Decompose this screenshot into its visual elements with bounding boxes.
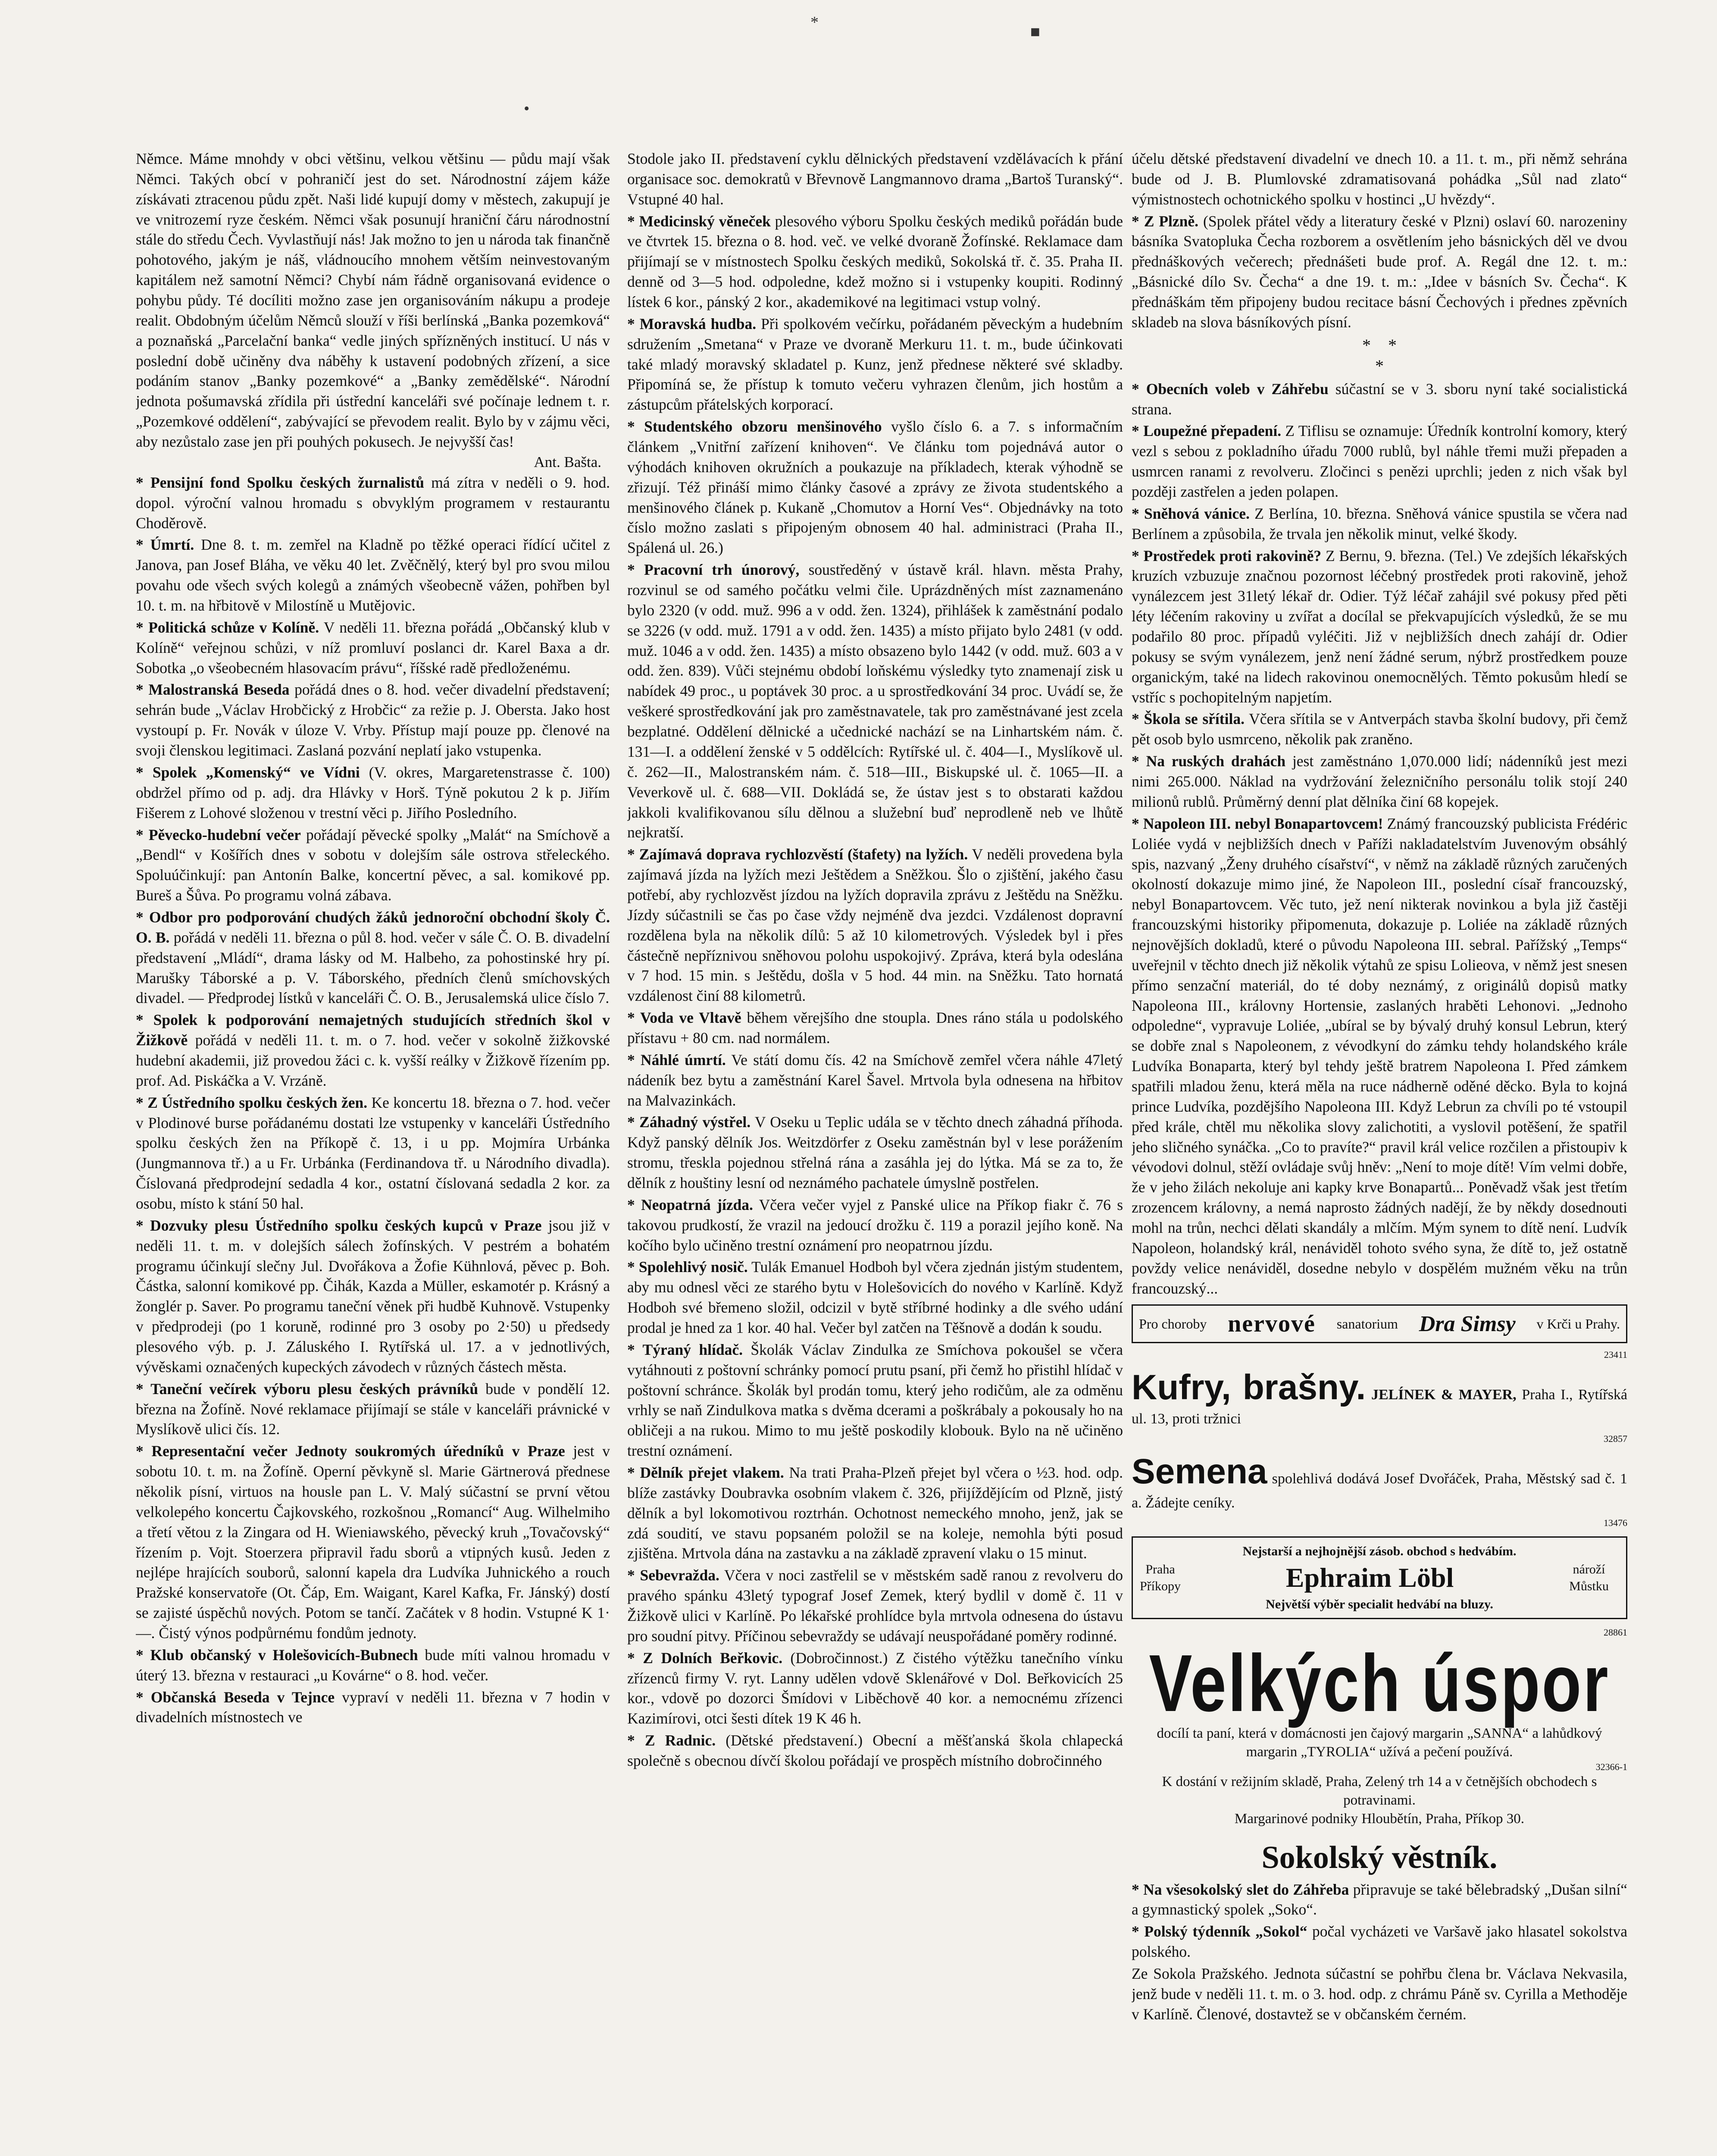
col2-notice-8	[627, 1112, 1123, 1193]
notice-heading: Dozvuky plesu Ústředního spolku českých kupců v Praze	[150, 1216, 542, 1234]
ad-lobl	[1132, 1536, 1627, 1619]
bullet-star: *	[136, 1380, 151, 1398]
notice-text: Při spolkovém večírku, pořádaném pěveckým a hudebním sdružením „Smetana“ v Praze ve dvoraně Merkuru 11. t. m., bude účinkovati také mladý moravský skladatel p. Kunz, jenž přednese některé své skladby. Připomíná se, že přístup k tomuto večeru vyhrazen členům, jich hostům a zástupcům přátelských korporací.	[627, 315, 1123, 414]
ad-margarin-where: K dostání v režijním skladě, Praha, Zelený trh 14 a v četnějších obchodech s potravinami.	[1162, 1774, 1597, 1808]
col2-notice-4	[627, 560, 1123, 843]
bullet-star: *	[136, 536, 150, 554]
col1-notice-13	[136, 1687, 610, 1728]
bullet-star: *	[627, 1567, 640, 1584]
notice-text: pořádá v neděli 11. t. m. o 7. hod. večer v sokolně žižkovské hudební akademii, již provedou žáci c. k. vyšší reálky v Žižkově řízením pp. prof. Ad. Piskáčka a V. Vrzáně.	[136, 1031, 610, 1089]
bullet-star: *	[627, 1113, 640, 1131]
notice-text: Včera večer vyjel z Panské ulice na Příkop fiakr č. 76 s takovou prudkostí, že vrazil na jedoucí drožku č. 119 a porazil jejího koně. Na kočího bylo učiněno trestní oznámení pro neopatrnou jízdu.	[627, 1196, 1123, 1254]
col1-notice-4	[136, 762, 610, 823]
margin-mark-b: ■	[1030, 23, 1040, 41]
ad-lobl-number: 28861	[1604, 1626, 1627, 1638]
bullet-star: *	[1132, 1923, 1145, 1940]
ad-semena-text: spolehlivá dodává Josef Dvořáček, Praha, Městský sad č. 1 a. Žádejte ceníky.	[1132, 1471, 1627, 1511]
bullet-star: *	[1132, 380, 1146, 398]
notice-text: Známý francouzský publicista Frédéric Loliée vydá v nejbližších dnech v Paříži nakladatelstvím Juvenovým obsáhlý spis, nazvaný „Ženy druhého císařství“, v němž na základě různých zaručených okolností dokazuje mimo jiné, že Napoleon III., poslední císař francouzský, nebyl Bonapartovcem. Věc tuto, jež není nikterak novinkou a byla již častěji francouzskými historiky připomenuta, dokazuje p. Loliée na základě různých nejnovějších dokladů, které o původu Napoleona III. sebral. Pařížský „Temps“ uveřejnil v těchto dnech již několik výtahů ze spisu Lolieova, v němž jest snesen přímo senzační materiál, do té doby neznámý, z originálů dopisů matky Napoleona III., královny Hortensie, zaslaných hraběti Lehonovi. „Jednoho odpoledne“, vypravuje Loliée, „ubíral se by bývalý druhý konsul Lebrun, který se dobře znal s Napoleonem, z vévodkyní do zámku tehdy holandského krále Ludvíka Bonaparta, který byl tehdy ještě bratrem Napoleona I. Před zámkem spatřili mladou ženu, která měla na ruce nádherně oděné děcko. Byla to kojná prince Ludvíka, pozdějšího Napoleona III. Když Lebrun za chvíli po té vstoupil před krále, chtěl mu několika slovy zalichotiti, a vyslovil potěšení, že spatřil jeho sličného synáčka. „Co to pravíte?“ pravil král velice rozčilen a přistoupiv k vévodovi dolnul, stěží ovládaje svůj hněv: „Není to moje dítě! Vím velmi dobře, že v jeho žilách nekoluje ani kapky krve Bonapartů... Poněvadž však jest třetím zrozencem královny, a nemá naprosto žádných nadějí, že by někdy dosednouti mohl na trůn, nechci dělati skandály a mlčím. Mým synem to dítě není. Ludvík Napoleon, holandský král, nenáviděl tohoto svého syna, že dítě to, jež ostatně povždy velice nenáviděl, dosedne nebylo v dospělém mužném věku na trůn francouzský...	[1132, 815, 1627, 1297]
notice-heading: Pensijní fond Spolku českých žurnalistů	[150, 473, 425, 491]
notice-text: Školák Václav Zindulka ze Smíchova pokoušel se včera vytáhnouti z poštovní schránky pomocí prutu psaní, při čemž ho přistihl hlídač v poštovní schránce. Školák byl prodán tomu, který jeho rodičům, ale za odměnu vrhly se naň Zindulkova matka s dvěma dcerami a poškrábaly a pokousaly ho na obličeji a na rukou. Mimo to mu ještě poskodily klobouk. Bylo na ně učiněno trestní oznámení.	[627, 1341, 1123, 1460]
notice-text: (Dětské představení.) Obecní a měšťanská škola chlapecká společně s obecnou dívčí školou pořádají ve prospěch místního dobročinného	[627, 1732, 1123, 1770]
notice-heading: Záhadný výstřel.	[639, 1113, 751, 1131]
notice-text: V neděli 11. března pořádá „Občanský klub v Kolíně“ veřejnou schůzi, v níž promluví poslanci dr. Karel Baxa a dr. Sobotka „o všeobecném hlasovacím právu“, říšské radě předloženému.	[136, 618, 610, 677]
notice-heading: Obecních voleb v Záhřebu	[1146, 380, 1329, 398]
notice-text: Z Berlína, 10. března. Sněhová vánice spustila se včera nad Berlínem a způsobila, že trvala jen několik minut, velké škody.	[1132, 505, 1627, 542]
bullet-star: *	[627, 1009, 640, 1027]
ad-kufry-name: Kufry, brašny.	[1132, 1368, 1366, 1407]
bullet-star: *	[136, 1216, 150, 1234]
col3-foreign-notice-3	[1132, 546, 1627, 708]
col2-notice-0	[627, 149, 1123, 210]
notice-heading: Z Plzně.	[1144, 212, 1199, 230]
notice-heading: Studentského obzoru menšinového	[644, 418, 882, 436]
col1-notice-5	[136, 825, 610, 906]
notice-text: počal vycházeti ve Varšavě jako hlasatel sokolstva polského.	[1132, 1923, 1627, 1961]
bullet-star: *	[627, 846, 639, 863]
notice-heading: Taneční večírek výboru plesu českých právníků	[150, 1380, 479, 1398]
notice-text: soustředěný v ústavě král. hlavn. města Prahy, rozvinul se od samého počátku velmi čile. Uprázdněných míst zaznamenáno bylo 2320 (v odd. muž. 996 a v odd. žen. 1324), přihlášek k zaměstnání podalo se 3226 (v odd. muž. 1791 a v odd. žen. 1435) a místo přijato bylo 2481 (v odd. muž. 1046 a v odd. žen. 1435) a místo obsazeno bylo 1442 (v odd. muž. 603 a v odd. žen. 839). Vůči stejnému období loňskému výsledky tyto znamenají zisk u nabídek 49 proc., u poptávek 30 proc. a u sprostředkování 34 proc. Uvádí se, že veškeré sprostředkování jak pro zaměstnavatele, tak pro zaměstnávané jest zcela bezplatné. Oddělení dělnické a učednické nachází se na Linhartském nám. č. 131—I. a oddělení ženské v 5 oddělcích: Rytířské ul. č. 404—I., Myslíkově ul. č. 262—II., Malostranském nám. č. 518—III., Biskupské ul. č. 1065—II. a Veverkově ul. č. 688—VII. Dokládá se, že ústav jest s to obstarati každou jakkoli kvalifikovanou sílu dělnou a služební buď neprodleně neb ve lhůtě nejkratší.	[627, 561, 1123, 841]
bullet-star: *	[136, 1442, 152, 1460]
ad-sanatorium-left: Pro choroby	[1139, 1316, 1207, 1332]
notice-text: V neděli provedena byla zajímavá jízda na lyžích mezi Ještědem a Sněžkou. Šlo o zjištění, jakého času potřebí, aby rychlozvěst jízdou na lyžích dopravila zprávu z Ještědu na Sněžku. Jízdy súčastnili se čas po čase vždy nejméně dva jezdci. Vzdálenost dopravní rozdělena byla na několik dílů: 5 až 10 kilometrových. Výsledek byl i přes částečně nepříznivou sněhovou polohu uspokojivý. Zpráva, která byla odeslána v 7 hod. 15 min. s Ještědu, došla v 5 hod. 44 min. na Sněžku. Tato hornatá vzdálenost činí 88 kilometrů.	[627, 846, 1123, 1005]
col2-notice-2	[627, 314, 1123, 415]
notice-heading: Moravská hudba.	[639, 315, 757, 332]
column-1	[136, 149, 610, 2156]
col2-notice-13	[627, 1565, 1123, 1646]
ad-sanatorium-big: nervové	[1228, 1310, 1316, 1338]
notice-text: plesového výboru Spolku českých mediků pořádán bude ve čtvrtek 15. března o 8. hod. več. ve velké dvoraně Žofínské. Reklamace dam přijímají se v místnostech Spolku českých mediků, Sokolská tř. č. 35. Praha II. denně od 3—5 hod. odpoledne, kdež možno si i vstupenky koupiti. Rodinný lístek 6 kor., pánský 2 kor., akademikové na legitimaci vstup volný.	[627, 212, 1123, 311]
bullet-star: *	[136, 826, 149, 843]
notice-text: V Oseku u Teplic udála se v těchto dnech záhadná příhoda. Když panský dělník Jos. Weitzdörfer z Oseku zaměstnán byl v lese porážením stromu, třeskla pojednou střelná rána a zasáhla jej do lýtka. Má se za to, že dělník z houštiny lesní od neznámého pachatele úmyslně postřelen.	[627, 1113, 1123, 1191]
column-3-notices	[1132, 149, 1627, 332]
bullet-star: *	[1132, 710, 1144, 728]
bullet-star: *	[627, 1051, 641, 1069]
notice-text: (V. okres, Margaretenstrasse č. 100) obdržel přímo od p. adj. dra Hlávky v Horš. Týně pokutou 2 k p. Jiřím Fišerem z Lohové složenou v trestní věci p. Jiřího Posledního.	[136, 763, 610, 821]
ad-semena	[1132, 1450, 1627, 1512]
bullet-star: *	[136, 1011, 153, 1029]
bullet-star: *	[627, 212, 639, 230]
notice-heading: Spolehlivý nosič.	[638, 1258, 748, 1276]
bullet-star: *	[627, 1196, 641, 1213]
sokol-section-title: Sokolský věstník.	[1261, 1839, 1498, 1875]
notice-heading: Representační večer Jednoty soukromých úředníků v Praze	[151, 1442, 565, 1460]
bullet-star: *	[627, 418, 644, 436]
col3-foreign-notice-5	[1132, 751, 1627, 812]
bullet-star: *	[627, 1341, 643, 1358]
col3-foreign-notice-0	[1132, 379, 1627, 420]
notice-text: vypraví v neděli 11. března v 7 hodin v divadelních místnostech ve	[136, 1688, 610, 1726]
notice-heading: Na ruských drahách	[1146, 752, 1286, 770]
ad-semena-number: 13476	[1604, 1517, 1627, 1529]
notice-heading: Dělník přejet vlakem.	[640, 1464, 784, 1481]
ad-lobl-bottom: Největší výběr specialit hedvábí na bluzy.	[1266, 1597, 1493, 1611]
ad-sanatorium-mid: sanatorium	[1336, 1316, 1398, 1332]
col2-notice-10	[627, 1257, 1123, 1338]
col2-notice-15	[627, 1730, 1123, 1771]
bullet-star: *	[1132, 752, 1146, 770]
ad-kufry	[1132, 1366, 1627, 1428]
col3-notice-1	[1132, 211, 1627, 332]
notice-text: jest v sobotu 10. t. m. na Žofíně. Operní pěvkyně sl. Marie Gärtnerová přednese několik písní, virtuos na housle pan L. V. Malý súčastní se první větou velkolepého koncertu Čajkovského, rozkošnou „Romancí“ Aug. Wilhelmiho a třetí větou z la Zingara od H. Wieniawského, pěvecký kruh „Tovačovský“ řízením p. Vojt. Stoerzera připravil řadu sborů a vtipných kusů. Jeden z nejlépe hrajících souborů, salonní kapela dra Ludvíka Juhnického a rouch Pražské konservatoře (Ot. Čáp, Em. Waigant, Karel Kafka, Fr. Jánský) dostí se zajisté úspěchů nových. Potom se tančí. Začátek v 8 hodin. Vstupné K 1·—. Čistý výnos podpůrnému fondům jednoty.	[136, 1442, 610, 1642]
col3-foreign-notice-4	[1132, 709, 1627, 749]
bullet-star: *	[627, 1649, 643, 1667]
notice-heading: Polský týdenník „Sokol“	[1144, 1923, 1307, 1940]
bullet-star: *	[136, 681, 149, 699]
notice-heading: Sebevražda.	[640, 1567, 719, 1584]
col1-notice-12	[136, 1645, 610, 1686]
ad-lobl-top: Nejstarší a nejhojnější zásob. obchod s hedvábím.	[1242, 1544, 1517, 1559]
notice-text: (Spolek přátel vědy a literatury české v Plzni) oslaví 60. narozeniny básníka Svatopluka Čecha rozborem a osvětlením jeho básnických děl ve dvou přednáškových večerech; přednášeti bude prof. A. Regál dne 12. t. m.: „Básnické dílo Sv. Čecha“ a dne 19. t. m.: „Idee v básních Sv. Čecha“. K přednáškám těm připojeny budou recitace básní Čechových i přednes zpěvních skladeb na slova básníkových písní.	[1132, 212, 1627, 331]
notice-heading: Týraný hlídač.	[642, 1341, 743, 1358]
notice-text: Z Bernu, 9. března. (Tel.) Ve zdejších lékařských kruzích vzbuzuje značnou pozornost léčebný prostředek proti rakovině, jehož vynálezcem jest 31letý lékař dr. Odier. Týž léčař zahájil své pokusy před pěti léty léčením rakoviny u zvířat a docílal se překvapujících výsledků, že se mu podařilo 80 proc. případů vyléčiti. Již v nejbližších dnech zahájí dr. Odier pokusy se svým vynálezem, jenž není žádné serum, nýbrž prostředkem pouze organickým, také na lidech rakovinou onemocnělých. Těmto pokusům hledí se vstříc s pochopitelným napjetím.	[1132, 547, 1627, 706]
col1-notice-9	[136, 1216, 610, 1377]
notice-text: (Dobročinnost.) Z čistého výtěžku tanečního vínku zřízenců firmy V. ryt. Lanny udělen vdově Sklenářové v Dol. Beřkovicích 25 kor., vdově po dozorci Šmídovi v Liběchově 40 kor. a nemocnému zřízenci Kazimírovi, otci šesti dítek 19 K 46 h.	[627, 1649, 1123, 1727]
col2-notice-14	[627, 1648, 1123, 1729]
bullet-star: *	[1132, 815, 1143, 832]
notice-heading: Pracovní trh únorový,	[644, 561, 800, 579]
margin-mark-a: *	[810, 13, 819, 31]
bullet-star: *	[627, 315, 640, 332]
notice-text: Z Tiflisu se oznamuje: Úředník kontrolní komory, který vezl s sebou z pokladního úřadu 7000 rublů, byl náhle třemi muži přepaden a usmrcen ranami z revolveru. Zločinci s penězi uprchli; jeden z nich však byl později zastřelen a jeden polapen.	[1132, 422, 1627, 501]
notice-text: účelu dětské představení divadelní ve dnech 10. a 11. t. m., při němž sehrána bude od J. B. Plumlovské zdramatisovaná pohádka „Sůl nad zlato“ výmistnostech ochotnického spolku v hostinci „U hvězdy“.	[1132, 150, 1627, 208]
col2-notice-11	[627, 1340, 1123, 1461]
ad-semena-name: Semena	[1132, 1452, 1267, 1492]
notice-text: jest zaměstnáno 1,070.000 lidí; nádenníků jest mezi nimi 265.000. Náklad na vydržování železničního personálu tolik stojí 240 milionů rublů. Průměrný denní plat dělníka činí 68 kopejek.	[1132, 752, 1627, 810]
sokol-section-notices	[1132, 1880, 1627, 2024]
notice-text: Ke koncertu 18. března o 7. hod. večer v Plodinové burse pořádanému dostati lze vstupenky v kanceláři Ústředního spolku českých žen na Příkopě č. 13, i u pp. Mojmíra Urbánka (Jungmannova tř.) a u Fr. Urbánka (Ferdinandova tř. u Národního divadla). Číslovaná předprodejní sedadla 4 kor., ostatní číslovaná sedadla 2 kor. za osobu, místo k stání 50 hal.	[136, 1094, 610, 1212]
bullet-star: *	[136, 1688, 151, 1706]
notice-text: Tulák Emanuel Hodboh byl včera zjednán jistým studentem, aby mu odnesl věci ze starého bytu v Holešovicích do nového v Karlíně. Když Hodboh své břemeno složil, odcizil v bytě stříbrné hodinky a dle svého udání prodal je hned za 1 kor. 40 hal. Večer byl zatčen na Těšnově a dodán k soudu.	[627, 1258, 1123, 1336]
bullet-star: *	[136, 618, 149, 636]
notice-heading: Malostranská Beseda	[148, 681, 290, 699]
ad-lobl-corner: nároží Můstku	[1569, 1562, 1609, 1593]
col2-notice-1	[627, 211, 1123, 312]
column-3-foreign-notices	[1132, 379, 1627, 1299]
ad-lobl-name: Ephraim Löbl	[1285, 1562, 1454, 1593]
notice-text: Ve státí domu čís. 42 na Smíchově zemřel včera náhle 47letý nádeník bez bytu a zaměstnání Karel Šavel. Mrtvola byla odnesena na hřbitov na Malvazinkách.	[627, 1051, 1123, 1109]
notice-heading: Z Dolních Beřkovic.	[643, 1649, 783, 1667]
bullet-star: *	[136, 908, 149, 926]
notice-heading: Medicinský věneček	[639, 212, 771, 230]
col2-notice-3	[627, 417, 1123, 558]
ad-lobl-street: Příkopy	[1140, 1579, 1181, 1593]
top-dot-mark: •	[524, 100, 530, 118]
col3-foreign-notice-2	[1132, 504, 1627, 544]
notice-text: súčastní se v 3. sboru nyní také socialistická strana.	[1132, 380, 1627, 418]
ad-margarin-headline: Velkých úspor	[1149, 1637, 1610, 1728]
ad-sanatorium-name: Dra Simsy	[1419, 1311, 1516, 1336]
col2-notice-7	[627, 1050, 1123, 1111]
col2-notice-6	[627, 1008, 1123, 1048]
bullet-star: *	[1132, 1880, 1144, 1898]
notice-heading: Spolek k podporování nemajetných studujících středních škol v Žižkově	[136, 1011, 610, 1049]
notice-heading: Občanská Beseda v Tejnce	[150, 1688, 335, 1706]
notice-heading: Prostředek proti rakovině?	[1143, 547, 1322, 564]
column-3	[1132, 149, 1627, 2156]
notice-text: pořádají pěvecké spolky „Malát“ na Smíchově a „Bendl“ v Košířích dnes v sobotu v dolejším sále ostrova střeleckého. Spoluúčinkují: pan Antonín Balke, koncertní pěvec, a sal. komikové pp. Bureš a Šůva. Po programu volná zábava.	[136, 826, 610, 904]
notice-text: má zítra v neděli o 9. hod. dopol. výroční valnou hromadu s obvyklým programem v restaurantu Choděrově.	[136, 473, 610, 532]
bullet-star: *	[1132, 547, 1144, 564]
notice-text: Ze Sokola Pražského. Jednota súčastní se pohřbu člena br. Václava Nekvasila, jenž bude v neděli 11. t. m. o 3. hod. odp. z chrámu Páně sv. Cyrilla a Methoděje v Karlíně. Členové, dostavtež se v občanském černém.	[1132, 1965, 1627, 2023]
bullet-star: *	[627, 1732, 645, 1749]
sokol-notice-1	[1132, 1921, 1627, 1962]
notice-text: Včera v noci zastřelil se v městském sadě ranou z revolveru do pravého spánku 43letý typograf Josef Zemek, který bydlil v domě č. 11 v Žižkově ulici v Karlíně. Po lékařské prohlídce byla mrtvola odnesena do ústavu pro soudní pitvy. Příčinou sebevraždy se udávají neuspořádané poměry rodinné.	[627, 1567, 1123, 1645]
sokol-notice-0	[1132, 1880, 1627, 1920]
notice-heading: Z Radnic.	[644, 1732, 716, 1749]
notice-heading: Pěvecko-hudební večer	[148, 826, 301, 843]
col3-foreign-notice-6	[1132, 814, 1627, 1299]
bullet-star: *	[627, 1464, 640, 1481]
column-2-notices	[627, 149, 1123, 1771]
notice-heading: Náhlé úmrtí.	[641, 1051, 726, 1069]
col1-notice-10	[136, 1379, 610, 1440]
notice-text: Na trati Praha-Plzeň přejet byl včera o ½3. hod. odp. blíže zastávky Doubravka osobním vlakem č. 326, přijíždějícím od Plzně, jistý dělník a byl lokomotivou roztrhán. Ochotnost nemeckého mnoho, jenž, jak se zdá soudití, ve stavu popsaném položil se na koleje, nemohla býti posud zjištěna. Mrtvola dána na zastavku a na základě zpravení vlaku o 15 minut.	[627, 1464, 1123, 1562]
ad-lobl-city: Praha	[1145, 1562, 1175, 1576]
notice-text: Včera sřítila se v Antverpách stavba školní budovy, při čemž pět osob bylo usmrceno, několik pak zraněno.	[1132, 710, 1627, 748]
col1-notice-1	[136, 535, 610, 615]
notice-text: pořádá v neděli 11. března o půl 8. hod. večer v sále Č. O. B. divadelní představení „Mládí“, drama lásky od M. Halbeho, za pohostinské hry pí. Marušky Táborské a p. V. Táborského, předních členů smíchovských divadel. — Předprodej lístků v kanceláři Č. O. B., Jerusalemská ulice číslo 7.	[136, 928, 610, 1007]
col1-notice-7	[136, 1010, 610, 1091]
notice-heading: Na všesokolský slet do Záhřeba	[1143, 1880, 1349, 1898]
bullet-star: *	[136, 763, 153, 781]
bullet-star: *	[136, 1094, 148, 1111]
bullet-star: *	[627, 561, 644, 579]
bullet-star: *	[136, 1646, 150, 1664]
col3-notice-0	[1132, 149, 1627, 210]
notice-text: pořádá dnes o 8. hod. večer divadelní představení; sehrán bude „Václav Hrobčický z Hrobčic“ za režie p. J. Obersta. Jako host vystoupí p. Fr. Novák v úloze V. Vrby. Přístup mají pouze pp. členové na svoji členskou legitimaci. Zaslaná pozvání neplatí jako vstupenka.	[136, 681, 610, 759]
notice-heading: Sněhová vánice.	[1144, 505, 1250, 522]
notice-heading: Zajímavá doprava rychlozvěstí (štafety) na lyžích.	[639, 846, 968, 863]
notice-text: během věrejšího dne stoupla. Dnes ráno stála u podolského přístavu + 80 cm. nad normálem.	[627, 1009, 1123, 1047]
notice-text: připravuje se také bělebradský „Dušan silní“ a gymnastický spolek „Soko“.	[1132, 1880, 1627, 1918]
separator-stars: * * *	[1362, 335, 1397, 376]
notice-text: bude v pondělí 12. března na Žofíně. Nové reklamace přijímají se stále v kanceláři právnické v Myslíkově ulici čís. 12.	[136, 1380, 610, 1438]
ad-kufry-number: 32857	[1604, 1433, 1627, 1445]
notice-text: Dne 8. t. m. zemřel na Kladně po těžké operaci řídící učitel z Janova, pan Josef Bláha, ve věku 40 let. Zvěčnělý, který byl pro svou milou povahu ode všech svých kolegů a známých všeobecně vážen, pohřben byl 10. t. m. na hřbitově v Milostíně u Mutějovic.	[136, 536, 610, 614]
notice-heading: Napoleon III. nebyl Bonapartovcem!	[1143, 815, 1383, 832]
col1-notice-0	[136, 473, 610, 533]
ad-margarin-number: 32366-1	[1595, 1761, 1627, 1772]
col2-notice-12	[627, 1463, 1123, 1564]
ad-kufry-firm: JELÍNEK & MAYER,	[1371, 1387, 1517, 1403]
col3-foreign-notice-1	[1132, 421, 1627, 501]
ad-margarin-text: docílí ta paní, která v domácnosti jen čajový margarin „SANNA“ a lahůdkový margarin „TYROLIA“ užívá a pečení používá.	[1157, 1726, 1602, 1760]
article-intro: Němce. Máme mnohdy v obci většinu, velkou většinu — půdu mají však Němci. Takých obcí v pohraničí jest do set. Národnostní zájem káže získávati ztracenou půdu zpět. Naši lidé kupují domy v městech, zakupují je ve vnitrozemí ryze českém. Němci však posunují hraniční čáru národnostní stále do středu Čech. Vyvlastňují nás! Jak možno to jen u národa tak finančně pohotového, jakým je náš, vládnoucího mnohem větším neinvestovaným kapitálem než samotní Němci? Chybí nám řádně organisovaná evidence o pohybu půdy. Té docíliti možno zase jen organisováním nákupu a prodeje realit. Obdobným účelům Němců slouží v říši berlínská „Banka pozemková“ a poznaňská „Parcelační banka“ vedle jiných spřízněných institucí. U nás v poslední době učiněny dva náběhy k ustavení podobných zřízení, a sice podáním stanov „Banky pozemkové“ a „Banky zemědělské“. Národní jednota pošumavská zřídila při ústřední kanceláři své počínaje lednem t. r. „Pozemkové oddělení“, zabývající se převodem realit. Bylo by v zájmu věci, aby nezůstalo zase jen při pouhých pokusech. Je nejvyšší čas!	[136, 150, 610, 451]
col2-notice-9	[627, 1195, 1123, 1256]
col1-notice-3	[136, 680, 610, 760]
column-1-notices	[136, 473, 610, 1727]
notice-heading: Politická schůze v Kolíně.	[148, 618, 319, 636]
author-signature: Ant. Bašta.	[534, 453, 601, 470]
notice-heading: Úmrtí.	[150, 536, 194, 554]
bullet-star: *	[627, 1258, 639, 1276]
notice-heading: Z Ústředního spolku českých žen.	[147, 1094, 368, 1111]
ad-sanatorium	[1132, 1304, 1627, 1343]
notice-text: Stodole jako II. představení cyklu dělnických představení vzdělávacích k přání organisace soc. demokratů v Břevnově Langmannovo drama „Bartoš Turanský“. Vstupné 40 hal.	[627, 150, 1123, 208]
ad-kufry-address: Praha I., Rytířská ul. 13, proti tržnici	[1132, 1387, 1627, 1427]
notice-text: jsou již v neděli 11. t. m. v dolejších sálech žofínských. V pestrém a bohatém programu účinkují slečny Jul. Dvořákova a Žofie Kühnlová, pěvec p. Boh. Částka, salonní komikové pp. Čihák, Kazda a Müller, eskamotér p. Krásný a žonglér p. Saver. Po programu taneční věnek při hudbě Kuhnově. Vstupenky v předprodeji (po 1 koruně, rodinné pro 3 osoby po 2·50) u předsedy plesového výb. p. J. Záluského I. Rytířská ul. 17. a v jednotlivých, vývěskami označených kupeckých závodech v různých částech města.	[136, 1216, 610, 1376]
notice-heading: Škola se sřítila.	[1144, 710, 1245, 728]
col1-notice-6	[136, 907, 610, 1008]
notice-heading: Spolek „Komenský“ ve Vídni	[152, 763, 360, 781]
col1-notice-11	[136, 1441, 610, 1643]
notice-heading: Odbor pro podporování chudých žáků jednoroční obchodní školy Č. O. B.	[136, 908, 610, 946]
notice-heading: Klub občanský v Holešovicích-Bubnech	[150, 1646, 418, 1664]
column-2	[627, 149, 1123, 2156]
bullet-star: *	[1132, 212, 1144, 230]
ad-sanatorium-right: v Krči u Prahy.	[1536, 1316, 1620, 1332]
col2-notice-5	[627, 844, 1123, 1006]
notice-text: vyšlo číslo 6. a 7. s informačním článkem „Vnitřní zařízení knihoven“. Ve článku tom pojednává autor o výhodách knihoven okružních a poukazuje na příkladech, kterak výhodně se zřizují. Též přináší mimo články časové a zprávy ze života studentského a menšinového článek p. Kukaně „Chomutov a Horní Ves“. Objednávky na toto číslo možno zaslati s připojeným obnosem 40 hal. administraci (Praha II., Spálená ul. 26.)	[627, 418, 1123, 557]
ad-sanatorium-number: 23411	[1604, 1349, 1627, 1360]
col1-notice-8	[136, 1093, 610, 1214]
notice-heading: Loupežné přepadení.	[1143, 422, 1282, 440]
bullet-star: *	[136, 473, 150, 491]
notice-text: bude míti valnou hromadu v úterý 13. března v restauraci „u Kovárne“ o 8. hod. večer.	[136, 1646, 610, 1684]
bullet-star: *	[1132, 422, 1144, 440]
bullet-star: *	[1132, 505, 1144, 522]
sokol-notice-2	[1132, 1964, 1627, 2024]
notice-heading: Neopatrná jízda.	[641, 1196, 753, 1213]
ad-margarin-firm: Margarinové podniky Hloubětín, Praha, Příkop 30.	[1234, 1811, 1525, 1827]
col1-notice-2	[136, 617, 610, 678]
notice-heading: Voda ve Vltavě	[640, 1009, 741, 1027]
